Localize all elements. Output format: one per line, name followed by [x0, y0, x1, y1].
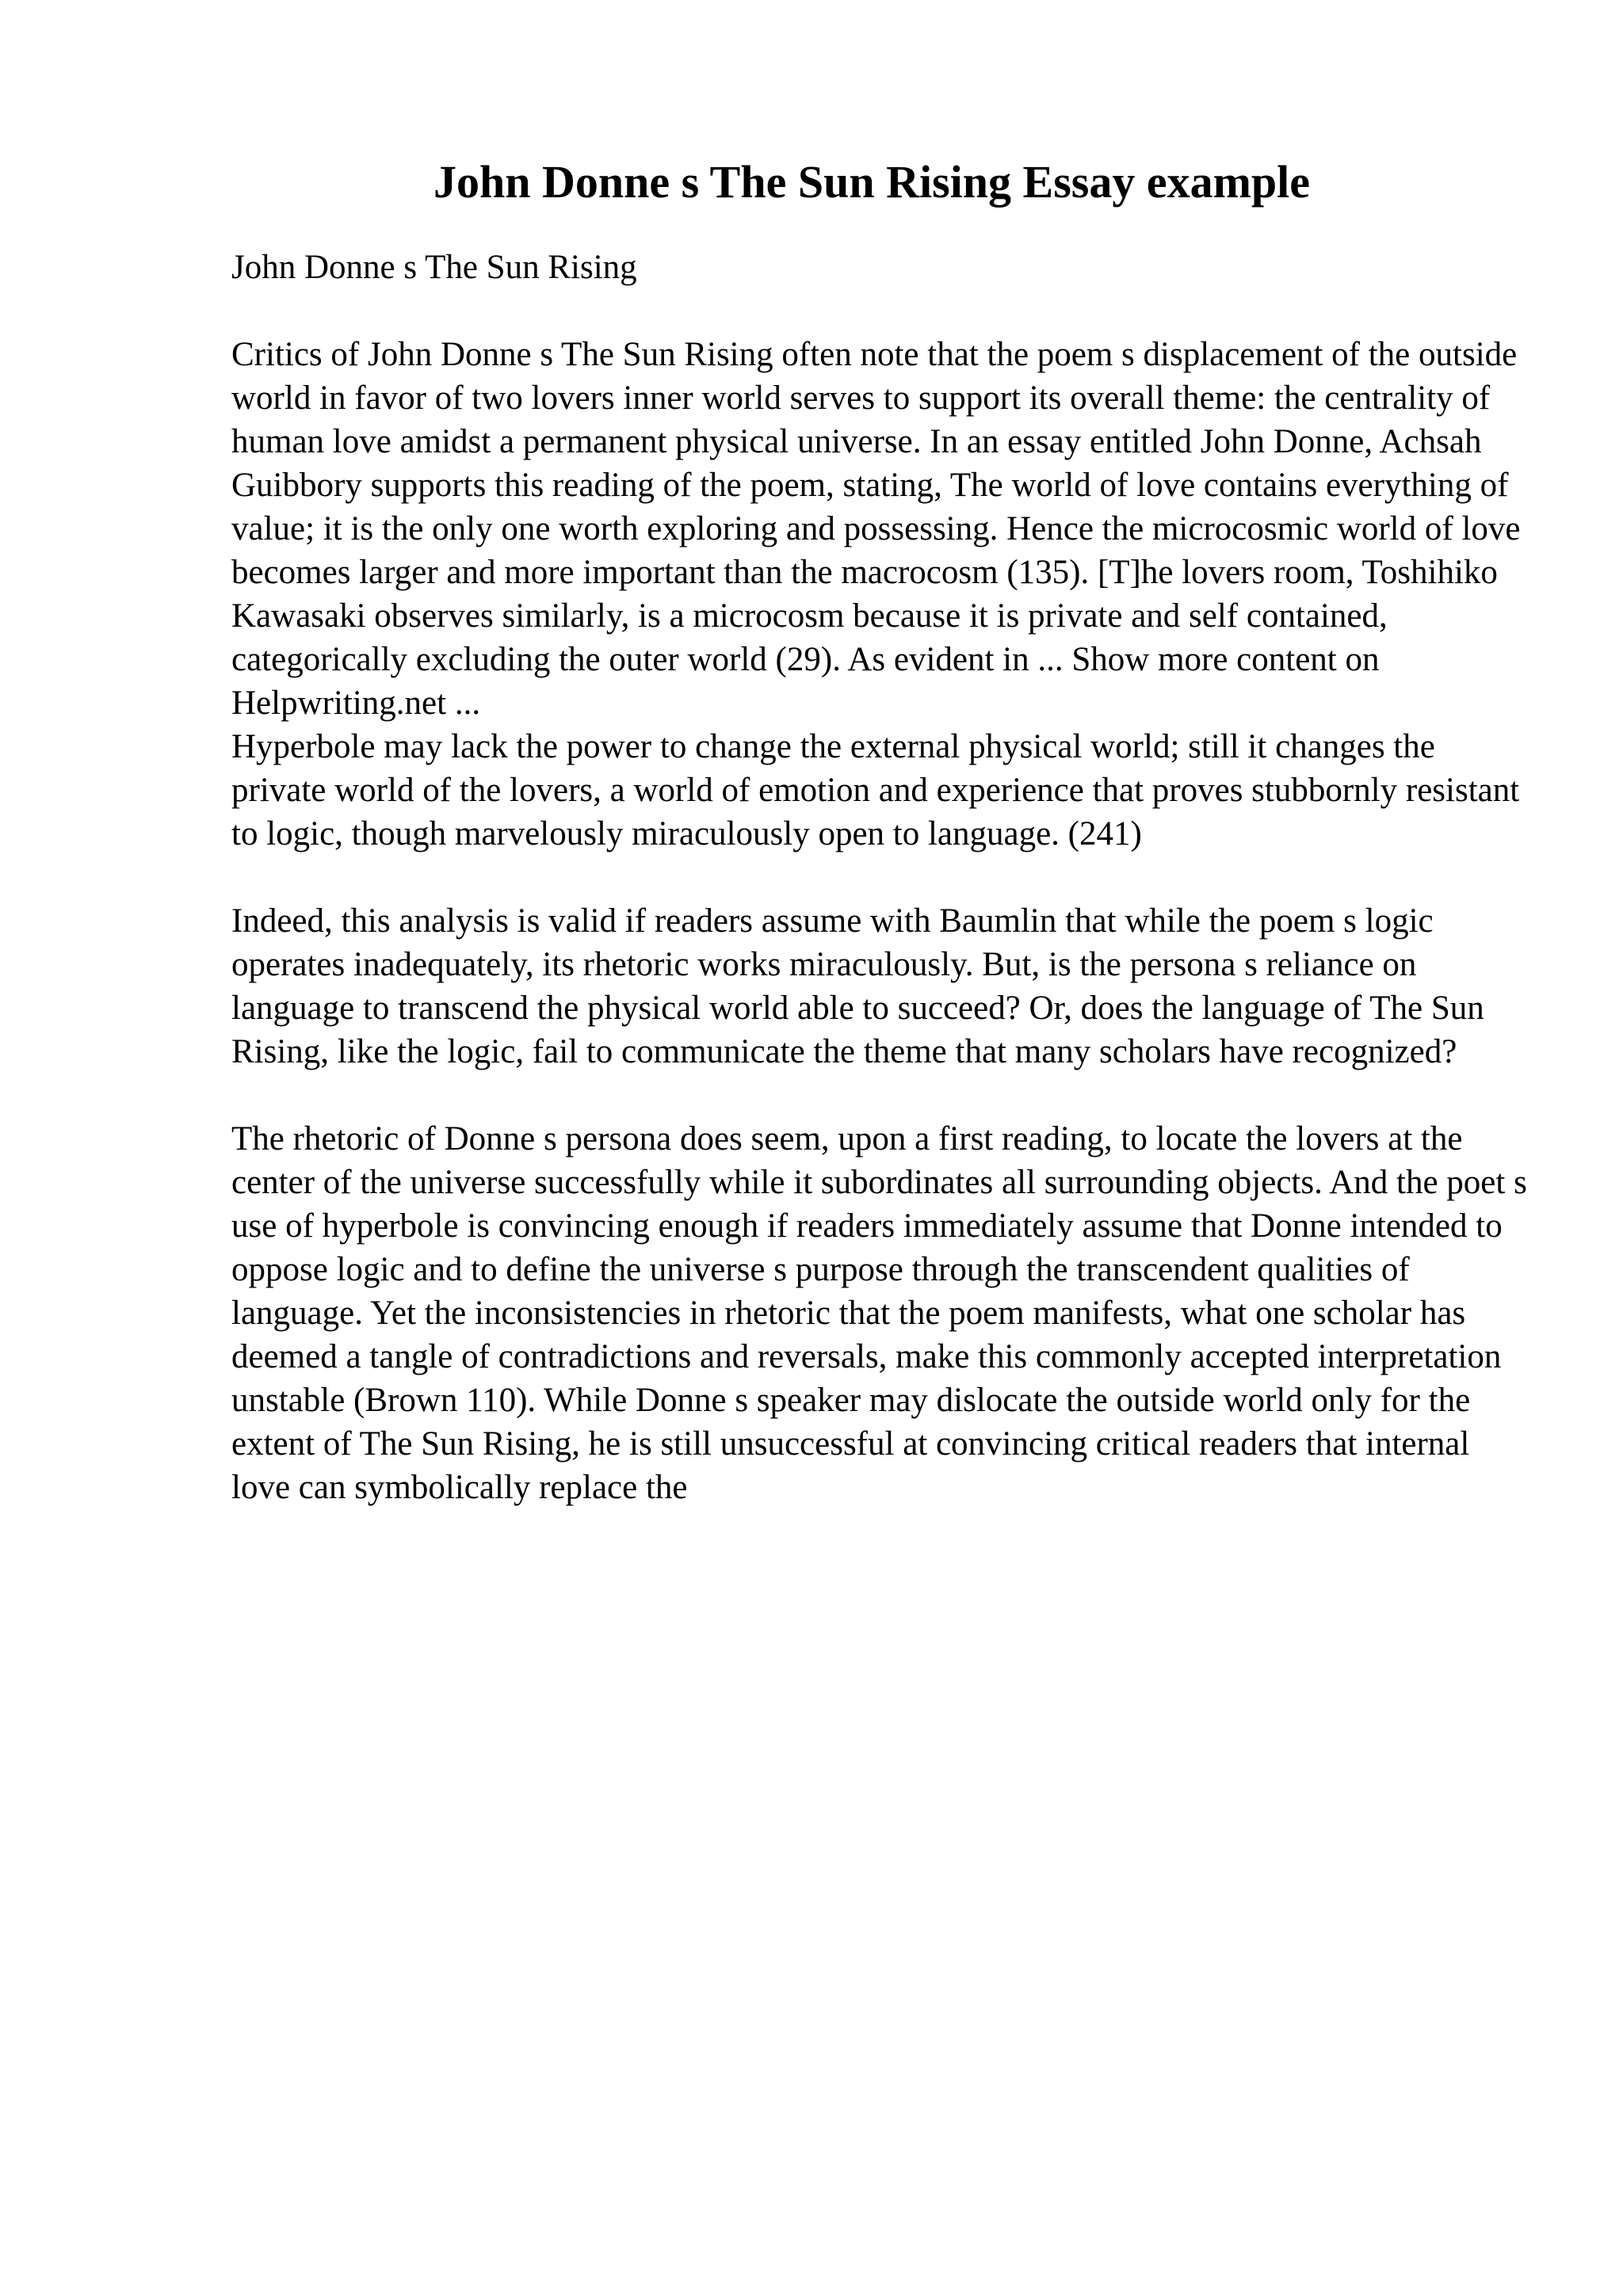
paragraph-3: Indeed, this analysis is valid if readers assume with Baumlin that while the poem s logic operates inadequately, its rhetoric works miraculously. But, is the persona s reliance on language to transcend the physical world able to succeed? Or, does the language of The Sun Rising, like the logic, fail to communicate the theme that many scholars have recognized?: [231, 902, 1484, 1070]
document-subtitle: John Donne s The Sun Rising: [231, 249, 637, 286]
paragraph-4: The rhetoric of Donne s persona does seem, upon a first reading, to locate the lovers at the center of the universe successfully while it subordinates all surrounding objects. And the poet s use of hyperbole is convincing enough if readers immediately assume that Donne intended to oppose logic and to define the universe s purpose through the transcendent qualities of language. Yet the inconsistencies in rhetoric that the poem manifests, what one scholar has deemed a tangle of contradictions and reversals, make this commonly accepted interpretation unstable (Brown 110). While Donne s speaker may dislocate the outside world only for the extent of The Sun Rising, he is still unsuccessful at convincing critical readers that internal love can symbolically replace the: [231, 1120, 1527, 1506]
paragraph-1: Critics of John Donne s The Sun Rising often note that the poem s displacement of the outside world in favor of two lovers inner world serves to support its overall theme: the centrality of human love amidst a permanent physical universe. In an essay entitled John Donne, Achsah Guibbory supports this reading of the poem, stating, The world of love contains everything of value; it is the only one worth exploring and possessing. Hence the microcosmic world of love becomes larger and more important than the macrocosm (135). [T]he lovers room, Toshihiko Kawasaki observes similarly, is a microcosm because it is private and self contained, categorically excluding the outer world (29). As evident in ... Show more content on Helpwriting.net ...: [231, 336, 1521, 722]
paragraph-2: Hyperbole may lack the power to change the external physical world; still it changes the private world of the lovers, a world of emotion and experience that proves stubbornly resistant to logic, though marvelously miraculously open to language. (241): [231, 728, 1520, 852]
document-body: [231, 246, 1531, 1509]
document-title: John Donne s The Sun Rising Essay example: [433, 156, 1311, 208]
